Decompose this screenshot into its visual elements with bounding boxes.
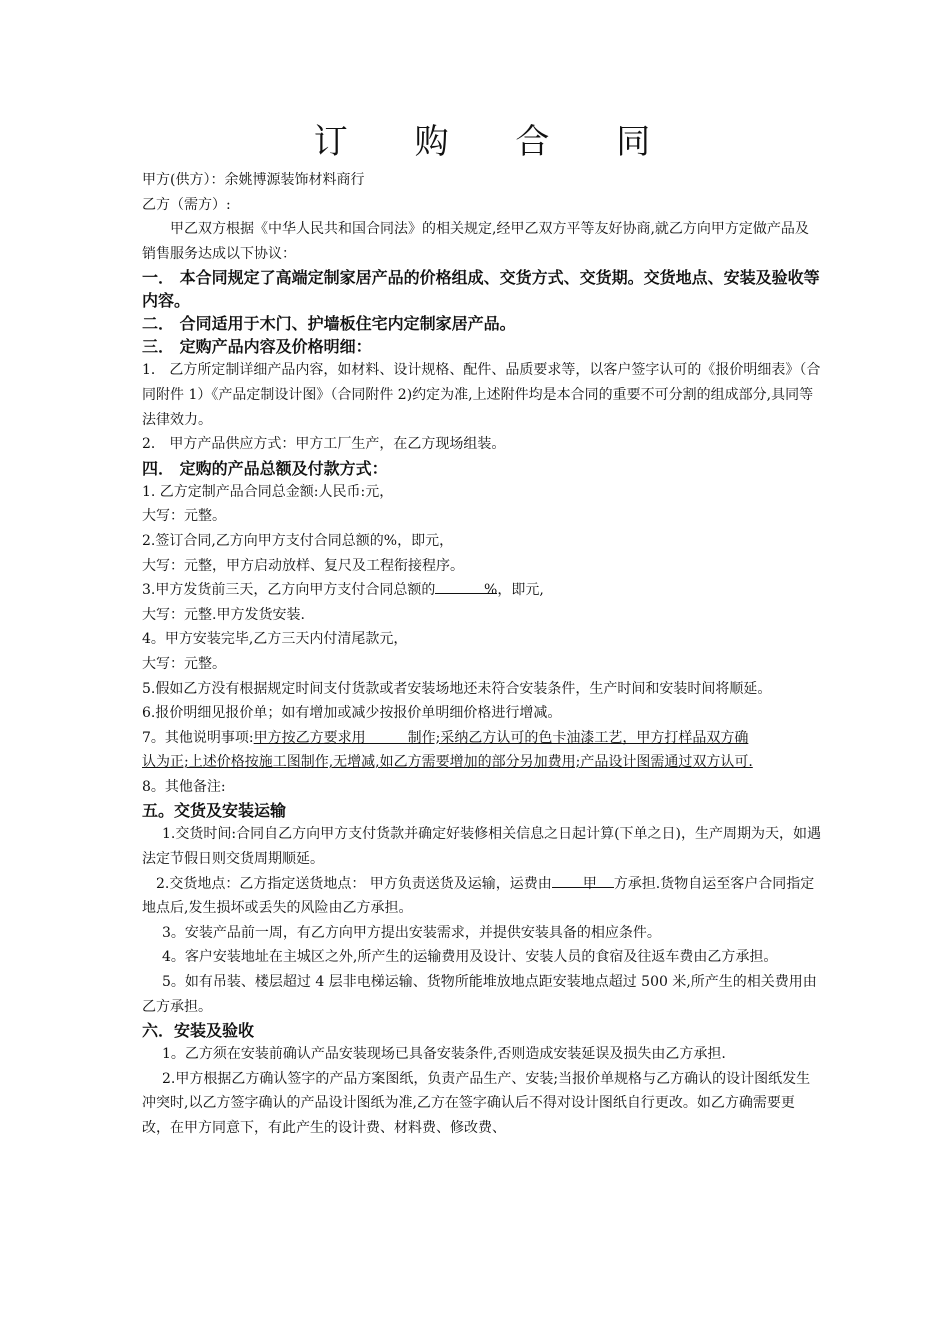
- clause-5-3: 3。安装产品前一周，有乙方向甲方提出安装需求，并提供安装具备的相应条件。: [162, 924, 661, 941]
- clause-4-7: [142, 726, 762, 775]
- clause-6-1: 1。乙方须在安装前确认产品安装现场已具备安装条件,否则造成安装延误及损失由乙方承担.: [162, 1046, 726, 1063]
- clause-4-8: 8。其他备注:: [142, 778, 226, 795]
- clause-6-2: 2.甲方根据乙方确认签字的产品方案图纸，负责产品生产、安装;当报价单规格与乙方确认的设计图纸发生冲突时,以乙方签字确认的产品设计图纸为准,乙方在签字确认后不得对设计图纸自行更改。如乙方确需要更改，在甲方同意下，有此产生的设计费、材料费、修改费、: [142, 1070, 811, 1136]
- clause-5-2-prefix: 2.交货地点：乙方指定送货地点： 甲方负责送货及运输，运费由: [156, 875, 552, 892]
- clause-5-2: [142, 872, 822, 921]
- clause-3-2: 2． 甲方产品供应方式：甲方工厂生产，在乙方现场组装。: [142, 436, 506, 453]
- section-3-heading: 三． 定购产品内容及价格明细：: [142, 337, 372, 357]
- clause-4-6: 6.报价明细见报价单；如有增加或减少按报价单明细价格进行增减。: [142, 705, 562, 722]
- section-5-heading: 五。交货及安装运输: [142, 801, 287, 821]
- clause-5-2-suffix: 方承担.货物自运至客户合同指定地点后,发生损坏或丢失的风险由乙方承担。: [142, 875, 815, 917]
- clause-4-2-amount: 2.签订合同,乙方向甲方支付合同总额的%，即元，: [142, 532, 454, 549]
- clause-5-1: 1.交货时间:合同自乙方向甲方支付货款并确定好装修相关信息之日起计算(下单之日)，生产周期为天，如遇法定节假日则交货周期顺延。: [142, 826, 821, 868]
- contract-page: [142, 118, 822, 1141]
- clause-4-4-amount: 4。甲方安装完毕,乙方三天内付清尾款元，: [142, 631, 408, 648]
- party-b-line: 乙方（需方）:: [142, 196, 231, 213]
- clause-4-5: 5.假如乙方没有根据规定时间支付货款或者安装场地还未符合安装条件，生产时间和安装时间将顺延。: [142, 680, 772, 697]
- section-1-heading: 一． 本合同规定了高端定制家居产品的价格组成、交货方式、交货期。交货地点、安装及验收等内容。: [142, 268, 820, 311]
- clause-4-3-words: 大写：元整.甲方发货安装.: [142, 606, 305, 623]
- section-4-heading: 四． 定购的产品总额及付款方式：: [142, 458, 388, 478]
- clause-4-3-amount: [142, 578, 822, 603]
- clause-4-4-words: 大写：元整。: [142, 655, 226, 672]
- clause-5-5: 5。如有吊装、楼层超过 4 层非电梯运输、货物所能堆放地点距安装地点超过 500 米,所产生的相关费用由乙方承担。: [142, 974, 817, 1015]
- intro-paragraph: 甲乙双方根据《中华人民共和国合同法》的相关规定,经甲乙双方平等友好协商,就乙方向甲方定做产品及销售服务达成以下协议：: [142, 221, 809, 262]
- section-2-heading: 二． 合同适用于木门、护墙板住宅内定制家居产品。: [142, 314, 516, 334]
- clause-4-1-amount: 1. 乙方定制产品合同总金额:人民币:元，: [142, 483, 394, 500]
- clause-4-1-words: 大写：元整。: [142, 508, 226, 525]
- clause-4-2-words: 大写：元整，甲方启动放样、复尺及工程衔接程序。: [142, 557, 464, 574]
- clause-4-7-label: 7。其他说明事项:: [142, 729, 254, 746]
- clause-5-4: 4。客户安装地址在主城区之外,所产生的运输费用及设计、安装人员的食宿及往返车费由乙方承担。: [162, 949, 778, 966]
- party-a-line: 甲方(供方）：余姚博源装饰材料商行: [142, 172, 365, 188]
- clause-4-3-prefix: 3.甲方发货前三天，乙方向甲方支付合同总额的: [142, 582, 436, 599]
- clause-4-3-suffix: ，即元,: [497, 582, 544, 599]
- clause-4-7-text: 甲方按乙方要求用 制作;采纳乙方认可的色卡油漆工艺，甲方打样品双方确认为正;上述价格按施工图制作,无增减,如乙方需要增加的部分另加费用;产品设计图需通过双方认可.: [142, 729, 753, 771]
- percent-blank: %: [435, 578, 497, 594]
- freight-party-blank: 甲: [552, 872, 614, 888]
- section-6-heading: 六．安装及验收: [142, 1021, 255, 1041]
- clause-3-1: 1． 乙方所定制详细产品内容，如材料、设计规格、配件、品质要求等，以客户签字认可的《报价明细表》（合同附件 1）《产品定制设计图》（合同附件 2)约定为准,上述附件均是本合同的重要不可分割的组成部分,具同等法律效力。: [142, 362, 821, 428]
- page-title: 订 购 合 同: [313, 122, 679, 162]
